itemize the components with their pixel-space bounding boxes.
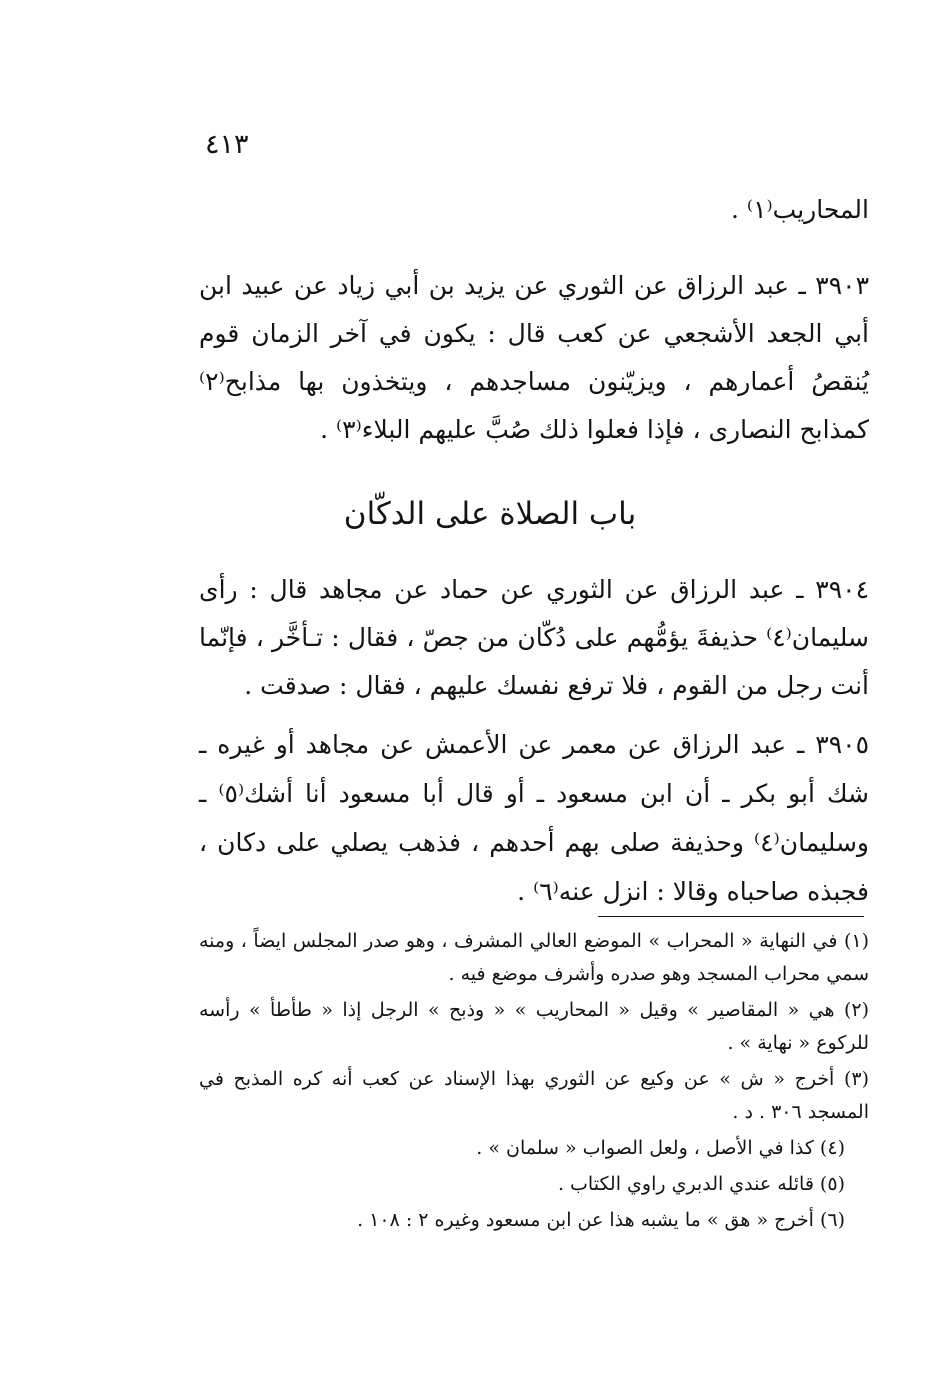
hadith-3904: ٣٩٠٤ ـ عبد الرزاق عن الثوري عن حماد عن مجاهد قال : رأى سليمان⁽٤⁾ حذيفةَ يؤمُّهم على دُكّان من جصّ ، فقال : تـأخَّر ، فإنّما أنت رجل من القوم ، فلا ترفع نفسك عليهم ، فقال : صدقت . — [199, 575, 869, 700]
footnote-1: (١) في النهاية « المحراب » الموضع العالي المشرف ، وهو صدر المجلس ايضاً ، ومنه سمي محراب المسجد وهو صدره وأشرف موضع فيه . — [199, 930, 869, 985]
footnote-6: (٦) أخرج « هق » ما يشبه هذا عن ابن مسعود وغيره ٢ : ١٠٨ . — [357, 1209, 845, 1231]
footnote-5: (٥) قائله عندي الدبري راوي الكتاب . — [557, 1173, 845, 1195]
hadith-3905: ٣٩٠٥ ـ عبد الرزاق عن معمر عن الأعمش عن مجاهد أو غيره ـ شك أبو بكر ـ أن ابن مسعود ـ أو قال أبا مسعود أنا أشك⁽٥⁾ ـ وسليمان⁽٤⁾ وحذيفة صلى بهم أحدهم ، فذهب يصلي على دكان ، فجبذه صاحباه وقالا : انزل عنه⁽٦⁾ . — [199, 730, 869, 906]
footnote-2: (٢) هي « المقاصير » وقيل « المحاريب » « وذبح » الرجل إذا « طأطأ » رأسه للركوع « نهاية » . — [199, 999, 869, 1054]
footnote-separator — [598, 916, 864, 917]
continuation-text: المحاريب⁽١⁾ . — [731, 195, 869, 224]
footnote-3: (٣) أخرج « ش » عن وكيع عن الثوري بهذا الإسناد عن كعب أنه كره المذبح في المسجد ٣٠٦ . د . — [199, 1068, 869, 1123]
footnote-4: (٤) كذا في الأصل ، ولعل الصواب « سلمان » . — [476, 1137, 845, 1159]
chapter-heading: باب الصلاة على الدكّان — [343, 496, 637, 532]
page-number: ٤١٣ — [205, 129, 249, 160]
hadith-3903: ٣٩٠٣ ـ عبد الرزاق عن الثوري عن يزيد بن أبي زياد عن عبيد ابن أبي الجعد الأشجعي عن كعب قال : يكون في آخر الزمان قوم يُنقصُ أعمارهم ، ويزيّنون مساجدهم ، ويتخذون بها مذابح⁽٢⁾ كمذابح النصارى ، فإذا فعلوا ذلك صُبَّ عليهم البلاء⁽٣⁾ . — [199, 271, 869, 444]
footnotes — [199, 925, 869, 1240]
